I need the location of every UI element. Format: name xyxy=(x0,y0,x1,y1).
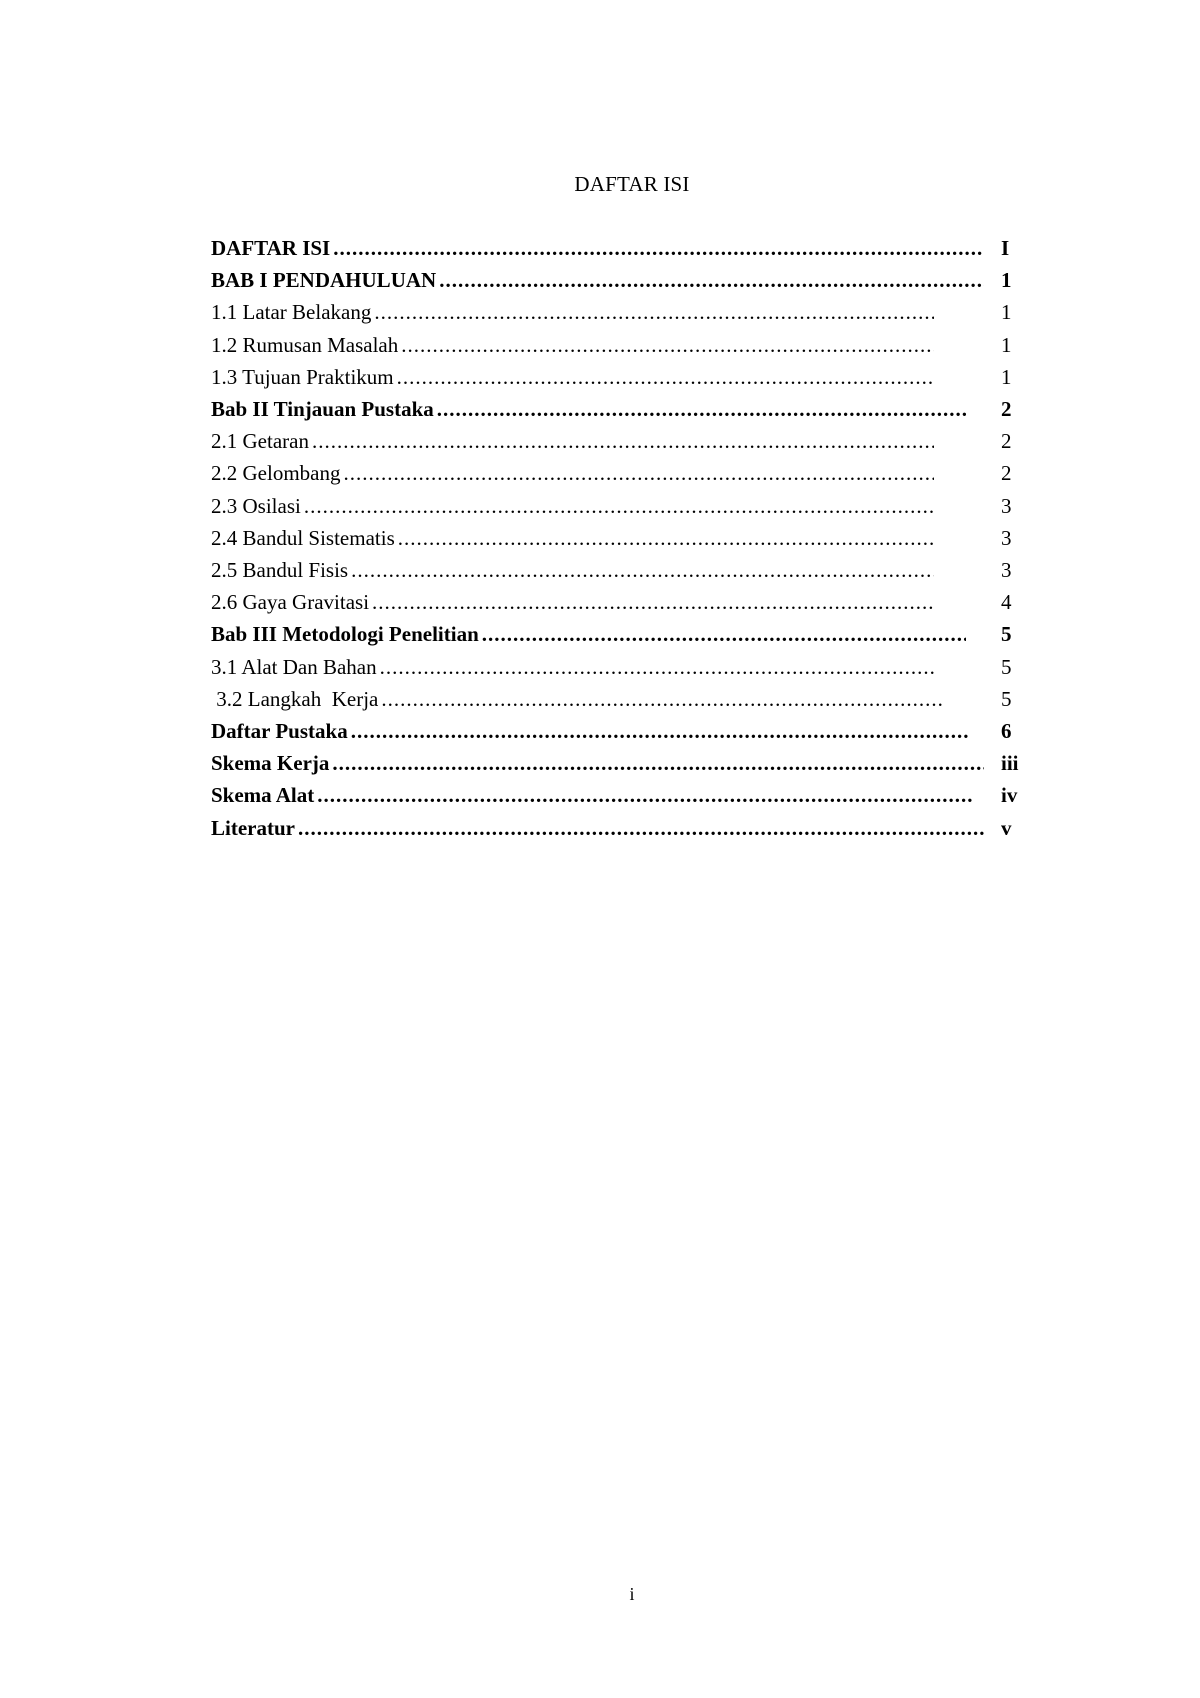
toc-dot-leader xyxy=(380,652,934,682)
toc-dot-leader xyxy=(482,619,966,649)
toc-entry xyxy=(211,491,1012,521)
toc-entry xyxy=(211,619,1012,649)
toc-entry-label: 2.6 Gaya Gravitasi xyxy=(211,590,370,615)
toc-dot-leader xyxy=(437,394,966,424)
toc-entry-page: 6 xyxy=(1001,719,1012,743)
toc-entry-page: 5 xyxy=(1001,686,1012,711)
toc-entry xyxy=(211,555,1012,585)
toc-entry-page: 1 xyxy=(1001,332,1012,357)
toc-dot-leader xyxy=(343,458,934,488)
toc-entry-page: 5 xyxy=(1001,622,1012,647)
toc-dot-leader xyxy=(401,330,934,360)
toc-entry-label: 2.2 Gelombang xyxy=(211,461,341,486)
toc-entry-page: 1 xyxy=(1001,300,1012,325)
toc-entry xyxy=(211,426,1012,456)
toc-entry-label: 1.3 Tujuan Praktikum xyxy=(211,364,394,389)
toc-entry-label: 2.5 Bandul Fisis xyxy=(211,558,349,582)
toc-entry xyxy=(211,297,1012,327)
toc-dot-leader xyxy=(372,587,934,617)
toc-entry-label: 2.1 Getaran xyxy=(211,429,309,454)
toc-entry-label: 1.2 Rumusan Masalah xyxy=(211,332,399,357)
toc-dot-leader xyxy=(312,426,934,456)
toc-dot-leader xyxy=(332,748,984,778)
toc-entry xyxy=(211,458,1012,488)
toc-dot-leader xyxy=(381,684,944,714)
toc-dot-leader xyxy=(351,716,968,746)
toc-entry-page: 3 xyxy=(1001,558,1012,582)
toc-entry xyxy=(211,233,1010,263)
toc-entry-label: 1.1 Latar Belakang xyxy=(211,300,372,325)
toc-dot-leader xyxy=(398,523,934,553)
toc-entry-page: 5 xyxy=(1001,654,1012,679)
toc-entry-page: iii xyxy=(1001,751,1019,776)
toc-entry-page: 3 xyxy=(1001,493,1012,518)
toc-entry-page: I xyxy=(1001,236,1010,260)
toc-entry-label: 3.2 Langkah Kerja xyxy=(211,686,379,711)
toc-entry xyxy=(211,587,1012,617)
toc-entry xyxy=(211,652,1012,682)
toc-dot-leader xyxy=(374,297,934,327)
toc-entry xyxy=(211,362,1012,392)
toc-entry-page: 2 xyxy=(1001,461,1012,486)
toc-dot-leader xyxy=(333,233,984,263)
toc-dot-leader xyxy=(397,362,934,392)
toc-entry-page: v xyxy=(1001,815,1012,840)
toc-entry-label: 2.4 Bandul Sistematis xyxy=(211,525,395,550)
toc-entry-label: Bab II Tinjauan Pustaka xyxy=(211,397,434,421)
toc-entry-label: Literatur xyxy=(211,815,295,840)
toc-entry-page: 2 xyxy=(1001,397,1012,421)
toc-entry-page: 3 xyxy=(1001,525,1012,550)
toc-entry xyxy=(211,813,1012,843)
toc-entry-label: Daftar Pustaka xyxy=(211,719,348,743)
toc-entry-label: Skema Kerja xyxy=(211,751,330,776)
toc-entry xyxy=(211,780,1018,810)
toc-entry-page: 4 xyxy=(1001,590,1012,615)
toc-entry xyxy=(211,394,1012,424)
toc-entry-label: BAB I PENDAHULUAN xyxy=(211,268,437,293)
toc-dot-leader xyxy=(298,813,984,843)
toc-dot-leader xyxy=(304,491,934,521)
toc-entry-page: 2 xyxy=(1001,429,1012,454)
toc-entry-label: 2.3 Osilasi xyxy=(211,493,301,518)
toc-entry-page: iv xyxy=(1001,783,1018,808)
toc-entry xyxy=(211,716,1012,746)
toc-entry xyxy=(211,748,1019,778)
toc-dot-leader xyxy=(317,780,974,810)
toc-entry-label: Skema Alat xyxy=(211,783,315,808)
page-number: i xyxy=(629,1584,635,1604)
toc-entry-page: 1 xyxy=(1001,268,1012,293)
toc-entry-label: 3.1 Alat Dan Bahan xyxy=(211,654,377,679)
toc-entry xyxy=(211,684,1012,714)
toc-entry xyxy=(211,523,1012,553)
toc-entry-page: 1 xyxy=(1001,364,1012,389)
toc-dot-leader xyxy=(439,265,984,295)
toc-entry-label: Bab III Metodologi Penelitian xyxy=(211,622,479,647)
page-title: DAFTAR ISI xyxy=(574,172,690,196)
toc-entry xyxy=(211,265,1012,295)
toc-dot-leader xyxy=(351,555,934,585)
toc-entry xyxy=(211,330,1012,360)
toc-entry-label: DAFTAR ISI xyxy=(211,236,331,260)
